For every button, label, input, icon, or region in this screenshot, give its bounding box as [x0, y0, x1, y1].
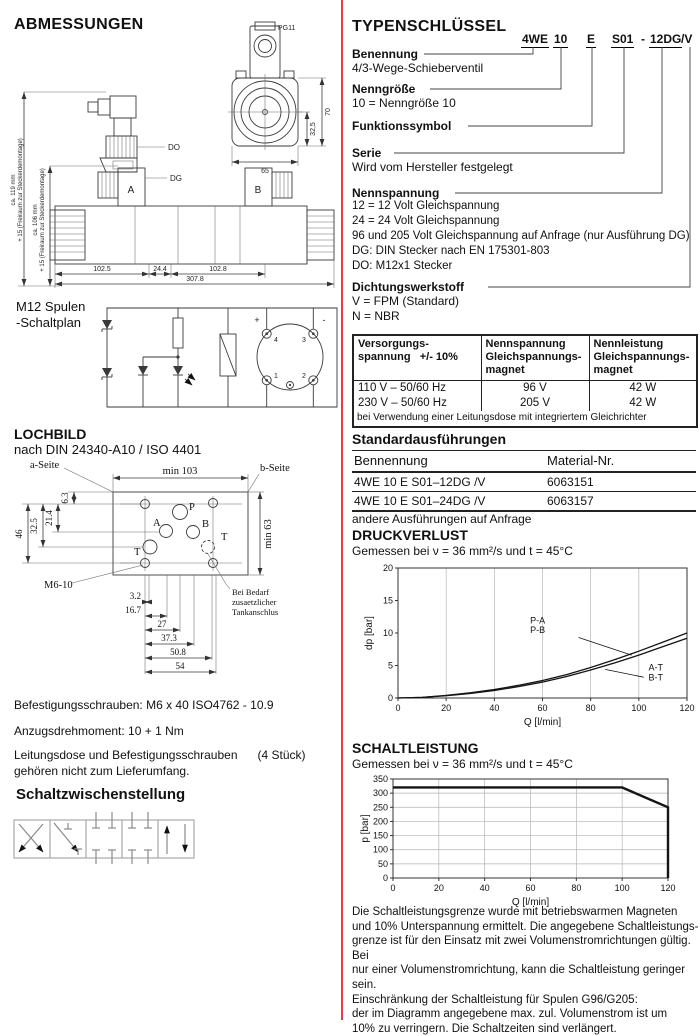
dim-3-2: 3.2 [129, 591, 141, 601]
text-nenngroesse: 10 = Nenngröße 10 [352, 96, 456, 110]
m12-wiring-diagram [88, 296, 340, 418]
nennspannung-line-1: 12 = 12 Volt Gleichspannung [352, 200, 500, 212]
section-title-typenschluessel: TYPENSCHLÜSSEL [352, 18, 507, 35]
nennspannung-line-5: DO: M12x1 Stecker [352, 260, 453, 272]
b-seite-label: b-Seite [260, 463, 290, 474]
dim-21-4: 21.4 [44, 510, 54, 526]
typecode-part-e: E [587, 32, 596, 46]
tank-note-line2: zusaetzlicher [232, 597, 277, 607]
nennspannung-line-4: DG: DIN Stecker nach EN 175301-803 [352, 245, 550, 257]
typecode-part-10: 10 [554, 32, 568, 46]
plus-label: + [254, 315, 260, 325]
typecode-part-12dg: 12DG [650, 32, 682, 46]
dim-24-4: 24.4 [153, 266, 167, 273]
footer-line: nur einer Volumenstromrichtung, kann die Schaltleistung geringer sein. [352, 964, 686, 991]
dim-6-3: 6.3 [60, 492, 70, 504]
dim-32-5: 32,5 [310, 122, 317, 136]
tank-note-line1: Bei Bedarf [232, 587, 270, 597]
table-header-row [353, 335, 697, 381]
tank-note-line3: Tankanschlus [232, 607, 279, 617]
druckverlust-subtitle: Gemessen bei ν = 36 mm²/s und t = 45°C [352, 544, 573, 558]
y-tick-label: 100 [372, 844, 388, 855]
typecode-part-v: /V [681, 32, 693, 46]
port-p-label: P [189, 502, 195, 513]
mounting-pattern-drawing [10, 452, 345, 702]
table-row: 230 V – 50/60 Hz 205 V 42 W [353, 396, 697, 411]
standard-versions-table [352, 450, 696, 512]
footer-line: und 10% Unterspannung ermittelt. Die angegebene Schaltleistungs- [352, 920, 699, 933]
annotation-label: A-T [648, 662, 663, 673]
dichtung-line-1: V = FPM (Standard) [352, 294, 460, 308]
solenoid-b-label: B [254, 185, 262, 196]
footer-line: grenze ist für den Einsatz mit zwei Volumenstromrichtungen gültig. Bei [352, 935, 691, 962]
dim-37-3: 37.3 [161, 633, 177, 643]
footer-paragraph [352, 905, 700, 1036]
height-note-4: + 15 (Freiraum zur Steckerdemontage) [40, 168, 46, 272]
x-tick-label: 80 [571, 883, 582, 893]
col-header-bennennung: Bennennung [352, 451, 545, 473]
annotation-label: P-A [530, 615, 546, 626]
nennspannung-line-2: 24 = 24 Volt Gleichspannung [352, 215, 500, 227]
height-note-1: ca. 119 mm [11, 174, 17, 206]
annotation-leader [605, 669, 644, 677]
pin-4-label: 4 [274, 337, 278, 344]
table-row: 4WE 10 E S01–12DG /V 6063151 [352, 472, 696, 492]
section-title-schaltzwischenstellung: Schaltzwischenstellung [16, 786, 186, 803]
m12-title-line1: M12 Spulen [16, 299, 86, 314]
y-axis-label: p [bar] [360, 814, 371, 843]
do-connector-label: DO [168, 143, 180, 152]
typecode-part-4we: 4WE [522, 32, 549, 46]
pin-3-label: 3 [302, 337, 306, 344]
table-row: 4WE 10 E S01–24DG /V 6063157 [352, 492, 696, 512]
col-header-versorgungsspannung: Versorgungs- spannung +/- 10% [353, 335, 481, 381]
col-header-nennleistung: Nennleistung Gleichspannungs- magnet [589, 335, 697, 381]
label-funktionssymbol: Funktionssymbol [352, 119, 454, 133]
col-header-material-nr: Material-Nr. [545, 451, 696, 473]
y-tick-label: 250 [372, 802, 388, 813]
x-tick-label: 40 [489, 703, 500, 713]
x-tick-label: 100 [614, 883, 630, 893]
x-tick-label: 100 [631, 703, 647, 713]
text-benennung: 4/3-Wege-Schieberventil [352, 61, 484, 75]
footer-line: der im Diagramm angegebene max. zul. Volumenstrom ist um [352, 1008, 668, 1021]
dimension-drawing [10, 20, 340, 292]
y-axis-label: dp [bar] [364, 616, 375, 650]
label-benennung: Benennung [352, 47, 421, 61]
a-seite-label: a-Seite [30, 460, 60, 471]
pg11-label: PG11 [278, 25, 296, 32]
table-row: 110 V – 50/60 Hz 96 V 42 W [353, 381, 697, 397]
dim-32-5-loch: 32.5 [29, 518, 39, 534]
label-nenngroesse: Nenngröße [352, 82, 418, 96]
x-tick-label: 40 [479, 883, 490, 893]
dg-connector-label: DG [170, 174, 182, 183]
y-tick-label: 0 [387, 693, 393, 703]
footer-line: Die Schaltleistungsgrenze wurde mit betriebswarmen Magneten [352, 906, 678, 918]
valve-symbol-diagram [12, 810, 212, 866]
y-tick-label: 300 [372, 788, 388, 799]
dim-16-7: 16.7 [125, 605, 141, 615]
x-axis-label: Q [l/min] [523, 717, 562, 728]
table-header-row [352, 451, 696, 473]
x-tick-label: 20 [441, 703, 452, 713]
x-axis-label: Q [l/min] [511, 897, 550, 908]
y-tick-label: 200 [372, 816, 388, 827]
m12-title-line2: -Schaltplan [16, 315, 82, 330]
section-title-druckverlust: DRUCKVERLUST [352, 527, 468, 543]
minus-label: - [322, 315, 326, 325]
section-title-abmessungen: ABMESSUNGEN [14, 16, 144, 33]
pressure-loss-chart [352, 558, 697, 738]
section-title-standardausfuehrungen: Standardausführungen [352, 431, 507, 447]
dim-70: 70 [325, 108, 332, 116]
x-tick-label: 80 [585, 703, 596, 713]
section-title-schaltleistung: SCHALTLEISTUNG [352, 740, 479, 756]
section-title-lochbild: LOCHBILD [14, 426, 87, 442]
port-b-label: B [202, 519, 210, 530]
annotation-leader [579, 638, 632, 656]
schaltleistung-subtitle: Gemessen bei ν = 36 mm²/s und t = 45°C [352, 757, 573, 771]
label-serie: Serie [352, 146, 384, 160]
dim-102-5: 102.5 [93, 266, 111, 273]
y-tick-label: 10 [382, 628, 393, 638]
dim-27: 27 [157, 619, 167, 629]
dim-307-8: 307.8 [186, 276, 204, 283]
port-a-label: A [153, 518, 161, 529]
table-footnote-row: bei Verwendung einer Leitungsdose mit integriertem Gleichrichter [357, 412, 647, 423]
y-tick-label: 150 [372, 830, 388, 841]
height-note-2: + 15 (Freiraum zur Steckerdemontage) [18, 138, 24, 242]
dim-min-103: min 103 [162, 466, 198, 477]
valve-side-view [11, 92, 334, 288]
label-nennspannung: Nennspannung [352, 186, 442, 200]
dim-50-8: 50.8 [170, 647, 186, 657]
footer-line: 10% zu verringern. Die Schaltzeiten sind verlängert. [352, 1022, 617, 1035]
typecode-part-s01: S01 [612, 32, 634, 46]
label-dichtungswerkstoff: Dichtungswerkstoff [352, 280, 467, 294]
standard-note: andere Ausführungen auf Anfrage [352, 512, 532, 526]
annotation-label: P-B [530, 625, 546, 635]
valve-front-view [228, 22, 332, 175]
nennspannung-line-3: 96 und 205 Volt Gleichspannung auf Anfrage (nur Ausführung DG) [352, 230, 690, 242]
x-tick-label: 0 [395, 703, 401, 713]
x-tick-label: 20 [433, 883, 444, 893]
supply-voltage-table [352, 334, 698, 428]
footer-line: Einschränkung der Schaltleistung für Spulen G96/G205: [352, 993, 638, 1006]
y-tick-label: 350 [372, 774, 388, 784]
y-tick-label: 20 [382, 563, 393, 573]
y-tick-label: 5 [387, 660, 393, 671]
x-tick-label: 120 [660, 883, 676, 893]
switching-capacity-chart [352, 771, 697, 907]
dichtung-line-2: N = NBR [352, 309, 400, 323]
y-tick-label: 15 [382, 595, 393, 606]
dim-102-8: 102.8 [209, 266, 227, 273]
pin-1-label: 1 [274, 373, 278, 380]
text-serie: Wird vom Hersteller festgelegt [352, 160, 513, 174]
dim-46: 46 [14, 529, 24, 539]
note-torque: Anzugsdrehmoment: 10 + 1 Nm [14, 724, 184, 738]
typecode-dash: - [641, 32, 645, 46]
x-tick-label: 60 [537, 703, 548, 713]
x-tick-label: 0 [390, 883, 396, 893]
y-tick-label: 0 [382, 873, 388, 883]
x-tick-label: 120 [679, 703, 695, 713]
port-t2-label: T [221, 532, 228, 543]
x-tick-label: 60 [525, 883, 536, 893]
annotation-label: B-T [648, 672, 663, 683]
height-note-3: ca. 106 mm [33, 204, 39, 236]
dim-min-63: min 63 [263, 519, 274, 549]
m6-10-label: M6-10 [44, 580, 73, 591]
note-scope-line1: Leitungsdose und Befestigungsschrauben (4 Stück) [14, 748, 306, 762]
pin-2-label: 2 [302, 373, 306, 380]
dim-65: 65 [261, 168, 269, 175]
y-tick-label: 50 [377, 858, 388, 869]
port-t1-label: T [134, 547, 141, 558]
solenoid-a-label: A [127, 185, 135, 196]
dim-54: 54 [175, 661, 185, 671]
col-header-nennspannung: Nennspannung Gleichspannungs- magnet [481, 335, 589, 381]
note-screws: Befestigungsschrauben: M6 x 40 ISO4762 - 10.9 [14, 698, 274, 712]
lochbild-subtitle: nach DIN 24340-A10 / ISO 4401 [14, 442, 202, 457]
note-scope-line2: gehören nicht zum Lieferumfang. [14, 764, 190, 778]
